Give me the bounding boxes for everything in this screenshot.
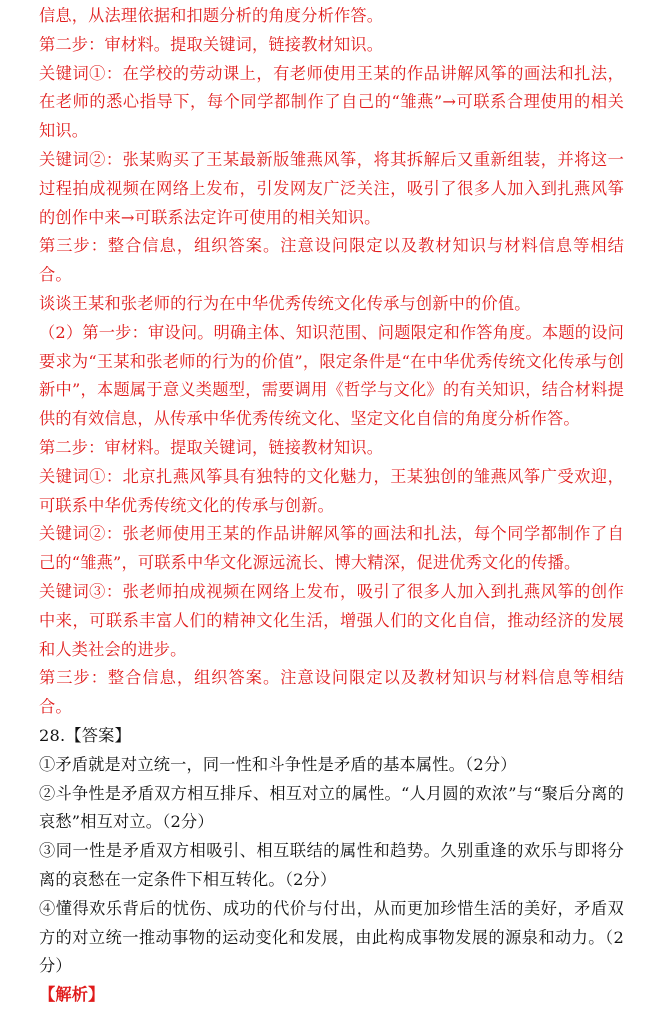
step-two-heading: 第二步：审材料。提取关键词，链接教材知识。: [39, 437, 384, 457]
step-two-heading: 第二步：审材料。提取关键词，链接教材知识。: [39, 34, 384, 54]
keyword-paragraph: 关键词②：张某购买了王某最新版雏燕风筝，将其拆解后又重新组装，并将这一过程拍成视频在网络上发布，引发网友广泛关注，吸引了很多人加入到扎燕风筝的创作中来→可联系法定许可使用的相关知识。: [39, 149, 624, 227]
answer-heading: 28.【答案】: [39, 725, 131, 745]
keyword-paragraph: 关键词①：在学校的劳动课上，有老师使用王某的作品讲解风筝的画法和扎法，在老师的悉心指导下，每个同学都制作了自己的“雏燕”→可联系合理使用的相关知识。: [39, 63, 624, 141]
keyword-paragraph: 关键词③：张老师拍成视频在网络上发布，吸引了很多人加入到扎燕风筝的创作中来，可联系丰富人们的精神文化生活，增强人们的文化自信，推动经济的发展和人类社会的进步。: [39, 581, 624, 659]
answer-point: ③同一性是矛盾双方相吸引、相互联结的属性和趋势。久别重逢的欢乐与即将分离的哀愁在一定条件下相互转化。（2分）: [39, 841, 624, 889]
answer-point: ①矛盾就是对立统一，同一性和斗争性是矛盾的基本属性。（2分）: [39, 754, 517, 774]
step-three-heading: 第三步：整合信息，组织答案。注意设问限定以及教材知识与材料信息等相结合。: [39, 236, 624, 285]
analysis-paragraph: 信息，从法理依据和扣题分析的角度分析作答。: [39, 6, 384, 25]
keyword-paragraph: 关键词①：北京扎燕风筝具有独特的文化魅力，王某独创的雏燕风筝广受欢迎，可联系中华优秀传统文化的传承与创新。: [39, 466, 624, 515]
keyword-paragraph: 关键词②：张老师使用王某的作品讲解风筝的画法和扎法，每个同学都制作了自己的“雏燕”，可联系中华文化源远流长、博大精深，促进优秀文化的传播。: [39, 524, 624, 573]
question-restatement: 谈谈王某和张老师的行为在中华优秀传统文化传承与创新中的价值。: [39, 293, 531, 313]
step-three-heading: 第三步：整合信息，组织答案。注意设问限定以及教材知识与材料信息等相结合。: [39, 668, 624, 717]
answer-point: ④懂得欢乐背后的忧伤、成功的代价与付出，从而更加珍惜生活的美好，矛盾双方的对立统一推动事物的运动变化和发展，由此构成事物发展的源泉和动力。（2分）: [39, 898, 624, 976]
answer-point: ②斗争性是矛盾双方相互排斥、相互对立的属性。“人月圆的欢浓”与“聚后分离的哀愁”相互对立。（2分）: [39, 783, 624, 832]
step-one-paragraph: （2）第一步：审设问。明确主体、知识范围、问题限定和作答角度。本题的设问要求为“王某和张老师的行为的价值”，限定条件是“在中华优秀传统文化传承与创新中”，本题属于意义类题型，需要调用《哲学与文化》的有关知识，结合材料提供的有效信息，从传承中华优秀传统文化、坚定文化自信的角度分析作答。: [39, 322, 624, 429]
analysis-heading: 【解析】: [39, 985, 105, 1005]
